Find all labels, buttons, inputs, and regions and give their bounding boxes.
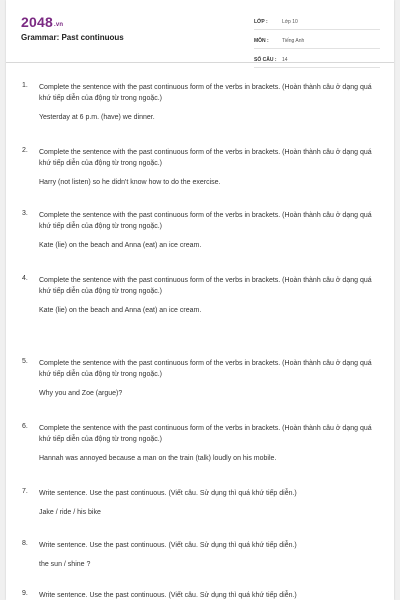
question-prompt: Why you and Zoe (argue)? xyxy=(39,390,123,397)
question-instruction: Complete the sentence with the past continuous form of the verbs in brackets. (Hoàn thành câu ở dạng quá khứ tiếp diễn của động từ trong ngoặc.) xyxy=(39,149,372,167)
question-instruction: Complete the sentence with the past continuous form of the verbs in brackets. (Hoàn thành câu ở dạng quá khứ tiếp diễn của động từ trong ngoặc.) xyxy=(39,425,372,443)
question-prompt: the sun / shine ? xyxy=(39,561,91,568)
question-prompt: Kate (lie) on the beach and Anna (eat) an ice cream. xyxy=(39,307,202,314)
question-instruction: Complete the sentence with the past continuous form of the verbs in brackets. (Hoàn thành câu ở dạng quá khứ tiếp diễn của động từ trong ngoặc.) xyxy=(39,212,372,230)
question-instruction: Complete the sentence with the past continuous form of the verbs in brackets. (Hoàn thành câu ở dạng quá khứ tiếp diễn của động từ trong ngoặc.) xyxy=(39,84,372,102)
meta-label: LỚP : xyxy=(254,18,268,25)
question-instruction: Write sentence. Use the past continuous. (Viết câu. Sử dụng thì quá khứ tiếp diễn.) xyxy=(39,542,297,549)
question-number: 6. xyxy=(22,423,28,430)
question-prompt: Kate (lie) on the beach and Anna (eat) an ice cream. xyxy=(39,242,202,249)
question-number: 4. xyxy=(22,275,28,282)
logo-tld: .vn xyxy=(53,22,64,28)
question-prompt: Yesterday at 6 p.m. (have) we dinner. xyxy=(39,114,155,121)
meta-value: 14 xyxy=(282,56,288,63)
question-prompt: Hannah was annoyed because a man on the train (talk) loudly on his mobile. xyxy=(39,455,277,462)
worksheet-page xyxy=(6,0,394,600)
meta-info xyxy=(254,14,380,71)
meta-row-count xyxy=(254,52,380,68)
question-number: 9. xyxy=(22,590,28,597)
meta-value: Lớp 10 xyxy=(282,18,298,25)
question-number: 7. xyxy=(22,488,28,495)
question-prompt: Jake / ride / his bike xyxy=(39,509,101,516)
question-number: 5. xyxy=(22,358,28,365)
meta-value: Tiếng Anh xyxy=(282,37,305,44)
question-number: 8. xyxy=(22,540,28,547)
meta-label: MÔN : xyxy=(254,37,269,44)
meta-row-class xyxy=(254,14,380,30)
question-instruction: Complete the sentence with the past continuous form of the verbs in brackets. (Hoàn thành câu ở dạng quá khứ tiếp diễn của động từ trong ngoặc.) xyxy=(39,360,372,378)
worksheet-title: Grammar: Past continuous xyxy=(21,33,124,42)
question-number: 2. xyxy=(22,147,28,154)
question-instruction: Write sentence. Use the past continuous. (Viết câu. Sử dụng thì quá khứ tiếp diễn.) xyxy=(39,592,297,599)
worksheet-header xyxy=(6,0,394,63)
logo-text: 2048 xyxy=(21,14,53,30)
meta-label: SỐ CÂU : xyxy=(254,56,277,63)
question-number: 1. xyxy=(22,82,28,89)
question-instruction: Write sentence. Use the past continuous. (Viết câu. Sử dụng thì quá khứ tiếp diễn.) xyxy=(39,490,297,497)
question-prompt: Harry (not listen) so he didn't know how to do the exercise. xyxy=(39,179,221,186)
question-number: 3. xyxy=(22,210,28,217)
question-instruction: Complete the sentence with the past continuous form of the verbs in brackets. (Hoàn thành câu ở dạng quá khứ tiếp diễn của động từ trong ngoặc.) xyxy=(39,277,372,295)
site-logo[interactable] xyxy=(21,14,63,30)
meta-row-subject xyxy=(254,33,380,49)
